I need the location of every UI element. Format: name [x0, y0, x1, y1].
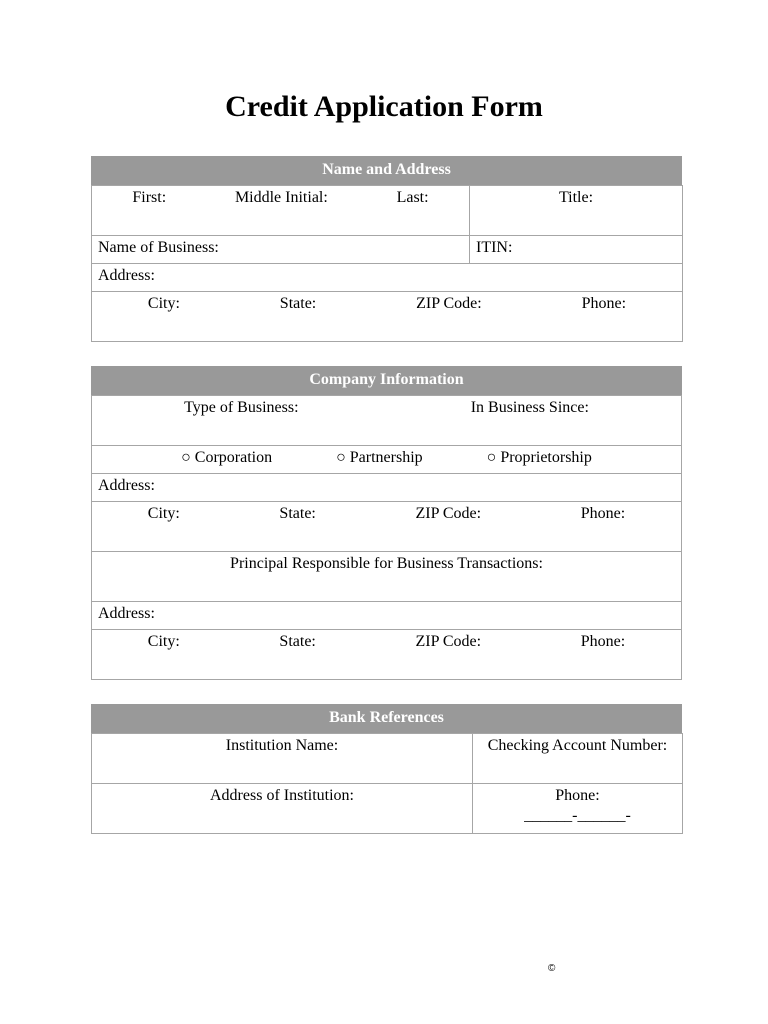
zip-label: ZIP Code: [416, 295, 482, 312]
name-address-table [91, 185, 683, 342]
address-field[interactable] [92, 264, 683, 292]
business-structure-options [92, 446, 682, 474]
state-label: State: [279, 295, 317, 312]
phone-blank: ______-______- [524, 807, 631, 824]
proprietorship-radio[interactable]: ○ Proprietorship [486, 449, 592, 466]
section-header: Company Information [91, 366, 682, 395]
name-field[interactable] [92, 186, 470, 236]
state-label: State: [279, 633, 316, 650]
business-name-field[interactable] [92, 236, 470, 264]
city-label: City: [147, 295, 180, 312]
institution-name-field[interactable] [92, 734, 473, 784]
itin-field[interactable] [470, 236, 683, 264]
principal-label: Principal Responsible for Business Transactions: [230, 555, 543, 572]
bank-references-table [91, 733, 683, 834]
business-type-field[interactable] [92, 396, 682, 446]
first-label: First: [132, 189, 167, 206]
principal-city-state-zip-phone-field[interactable] [92, 630, 682, 680]
institution-address-label: Address of Institution: [210, 787, 354, 804]
city-state-zip-phone-field[interactable] [92, 292, 683, 342]
section-header: Name and Address [91, 156, 682, 185]
address-label: Address: [98, 267, 155, 284]
section-header: Bank References [91, 704, 682, 733]
page-title: Credit Application Form [225, 90, 543, 123]
last-label: Last: [396, 189, 429, 206]
bank-references-section [91, 704, 682, 834]
address-label: Address: [98, 605, 155, 622]
phone-label: Phone: [580, 505, 626, 522]
phone-label: Phone: [581, 295, 627, 312]
city-label: City: [147, 633, 180, 650]
name-address-section [91, 156, 682, 342]
middle-initial-label: Middle Initial: [234, 189, 328, 206]
business-name-label: Name of Business: [98, 239, 219, 256]
address-label: Address: [98, 477, 155, 494]
copyright-mark: © [548, 963, 556, 974]
business-type-label: Type of Business: [184, 399, 299, 416]
checking-account-label: Checking Account Number: [487, 737, 668, 754]
zip-label: ZIP Code: [415, 505, 482, 522]
company-info-table [91, 395, 682, 680]
city-label: City: [147, 505, 180, 522]
in-business-since-label: In Business Since: [470, 399, 589, 416]
itin-label: ITIN: [476, 239, 513, 256]
corporation-radio[interactable]: ○ Corporation [181, 449, 273, 466]
state-label: State: [279, 505, 316, 522]
checking-account-field[interactable] [473, 734, 683, 784]
company-city-state-zip-phone-field[interactable] [92, 502, 682, 552]
phone-label: Phone: [555, 787, 600, 804]
principal-address-field[interactable] [92, 602, 682, 630]
institution-name-label: Institution Name: [225, 737, 339, 754]
company-address-field[interactable] [92, 474, 682, 502]
phone-label: Phone: [580, 633, 626, 650]
company-info-section [91, 366, 682, 680]
title-label: Title: [558, 189, 594, 206]
zip-label: ZIP Code: [415, 633, 482, 650]
title-field[interactable] [470, 186, 683, 236]
principal-field[interactable] [92, 552, 682, 602]
bank-phone-field[interactable] [473, 784, 683, 834]
partnership-radio[interactable]: ○ Partnership [336, 449, 423, 466]
institution-address-field[interactable] [92, 784, 473, 834]
